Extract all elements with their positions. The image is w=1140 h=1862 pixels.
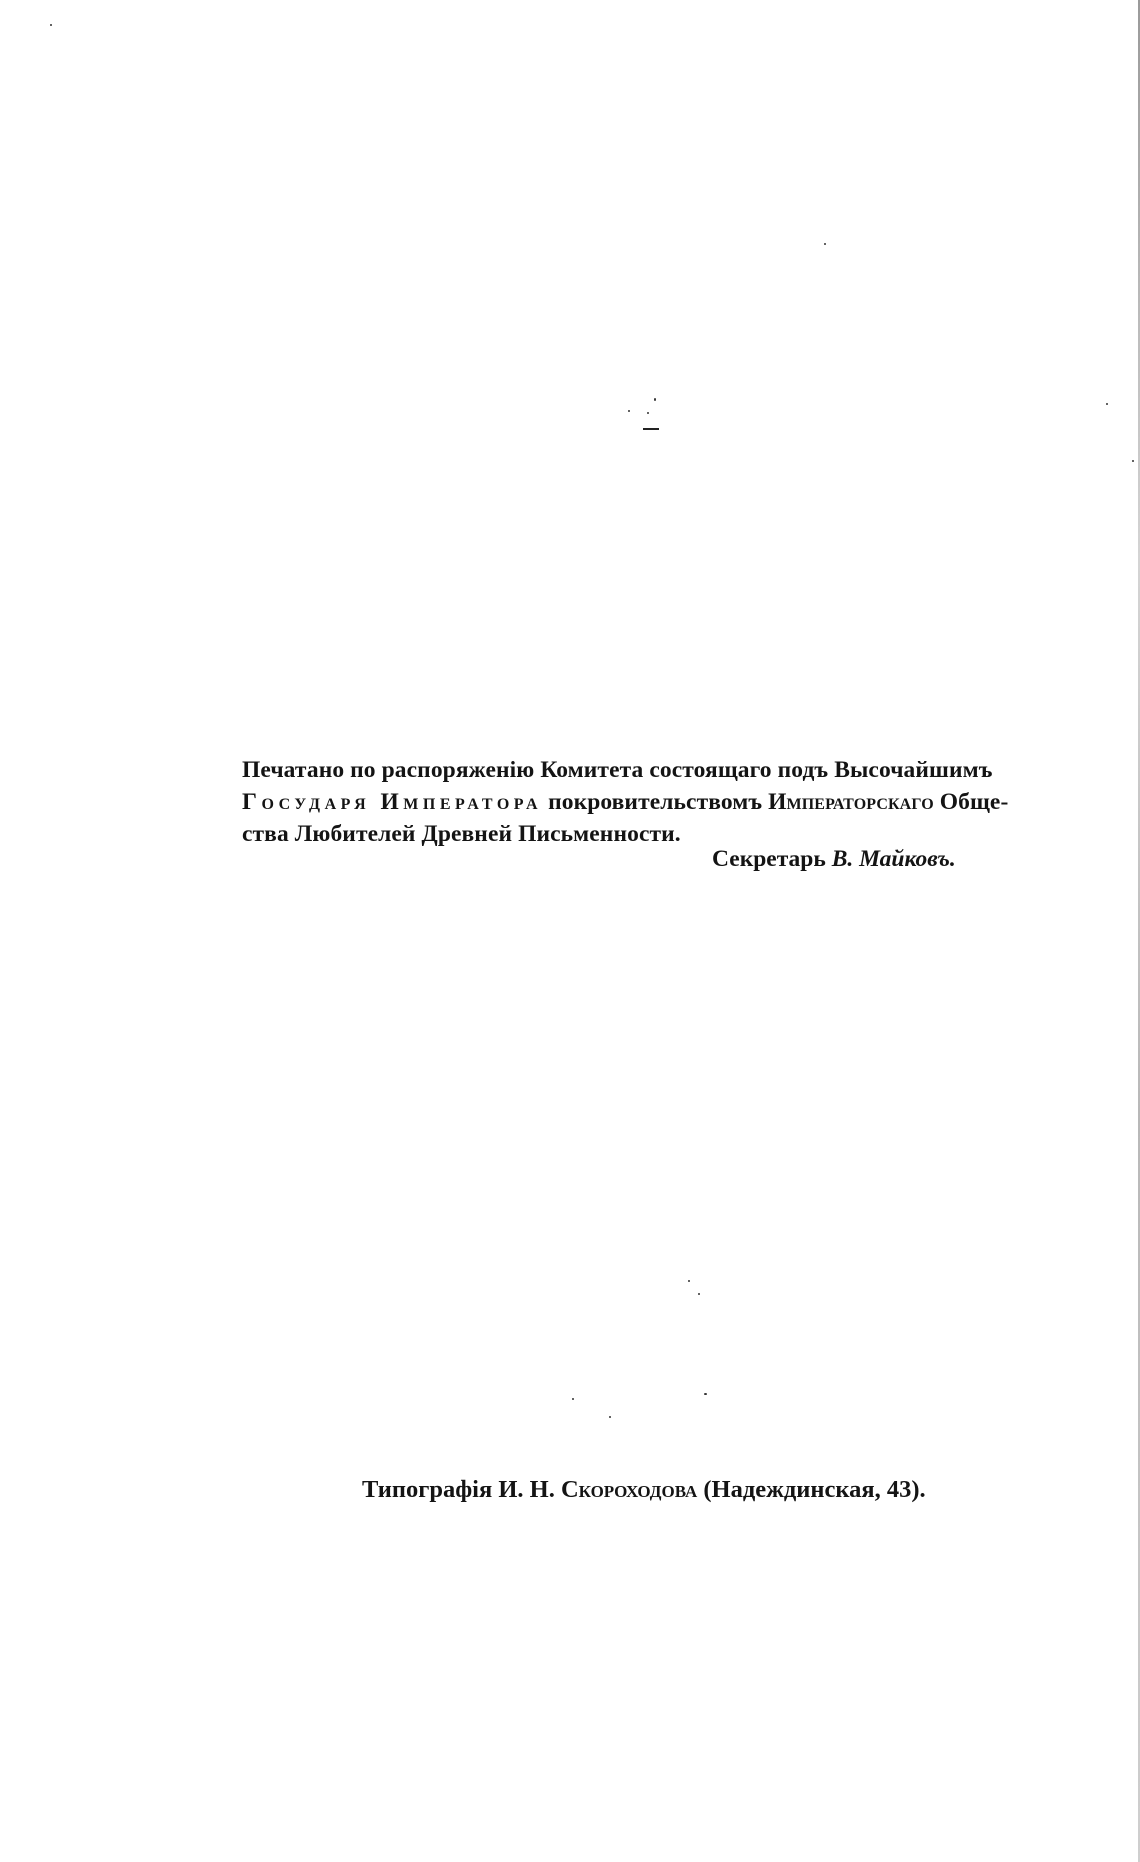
scan-speck: [609, 1416, 611, 1418]
scan-speck: [628, 410, 630, 412]
printer-address: (Надеждинская, 43).: [703, 1476, 926, 1503]
scan-speck: [698, 1293, 700, 1295]
scan-speck: [647, 412, 649, 414]
signature-title: Секретарь: [712, 846, 826, 872]
printer-surname: Скороходова: [560, 1476, 698, 1503]
scan-speck: [1132, 460, 1134, 462]
scan-speck: [1106, 403, 1108, 405]
imprint-imperial: Императорскаго: [768, 789, 934, 815]
imprint-sovereign: Государя Императора: [242, 789, 543, 815]
scan-speck: [572, 1398, 574, 1400]
scan-mark: [643, 428, 659, 430]
printer-label: Типографія: [362, 1476, 493, 1503]
secretary-signature: [712, 846, 956, 873]
printer-imprint: [362, 1476, 926, 1504]
scan-speck: [688, 1280, 690, 1282]
scan-speck: [50, 24, 52, 26]
scan-speck: [824, 243, 826, 245]
scan-speck: [704, 1393, 707, 1395]
imprint-line-3: ства Любителей Древней Письменности.: [242, 821, 681, 847]
signature-name: В. Майковъ.: [831, 846, 956, 872]
imprint-paragraph: [242, 754, 1022, 850]
imprint-line-1: Печатано по распоряженію Комитета состоящаго подъ Высочайшимъ: [242, 757, 993, 783]
imprint-line-2: [242, 786, 1022, 818]
printer-initials: И. Н.: [498, 1476, 555, 1503]
imprint-patronage: покровительствомъ: [548, 789, 763, 815]
imprint-society-start: Обще-: [939, 789, 1009, 815]
scan-speck: [654, 398, 656, 401]
